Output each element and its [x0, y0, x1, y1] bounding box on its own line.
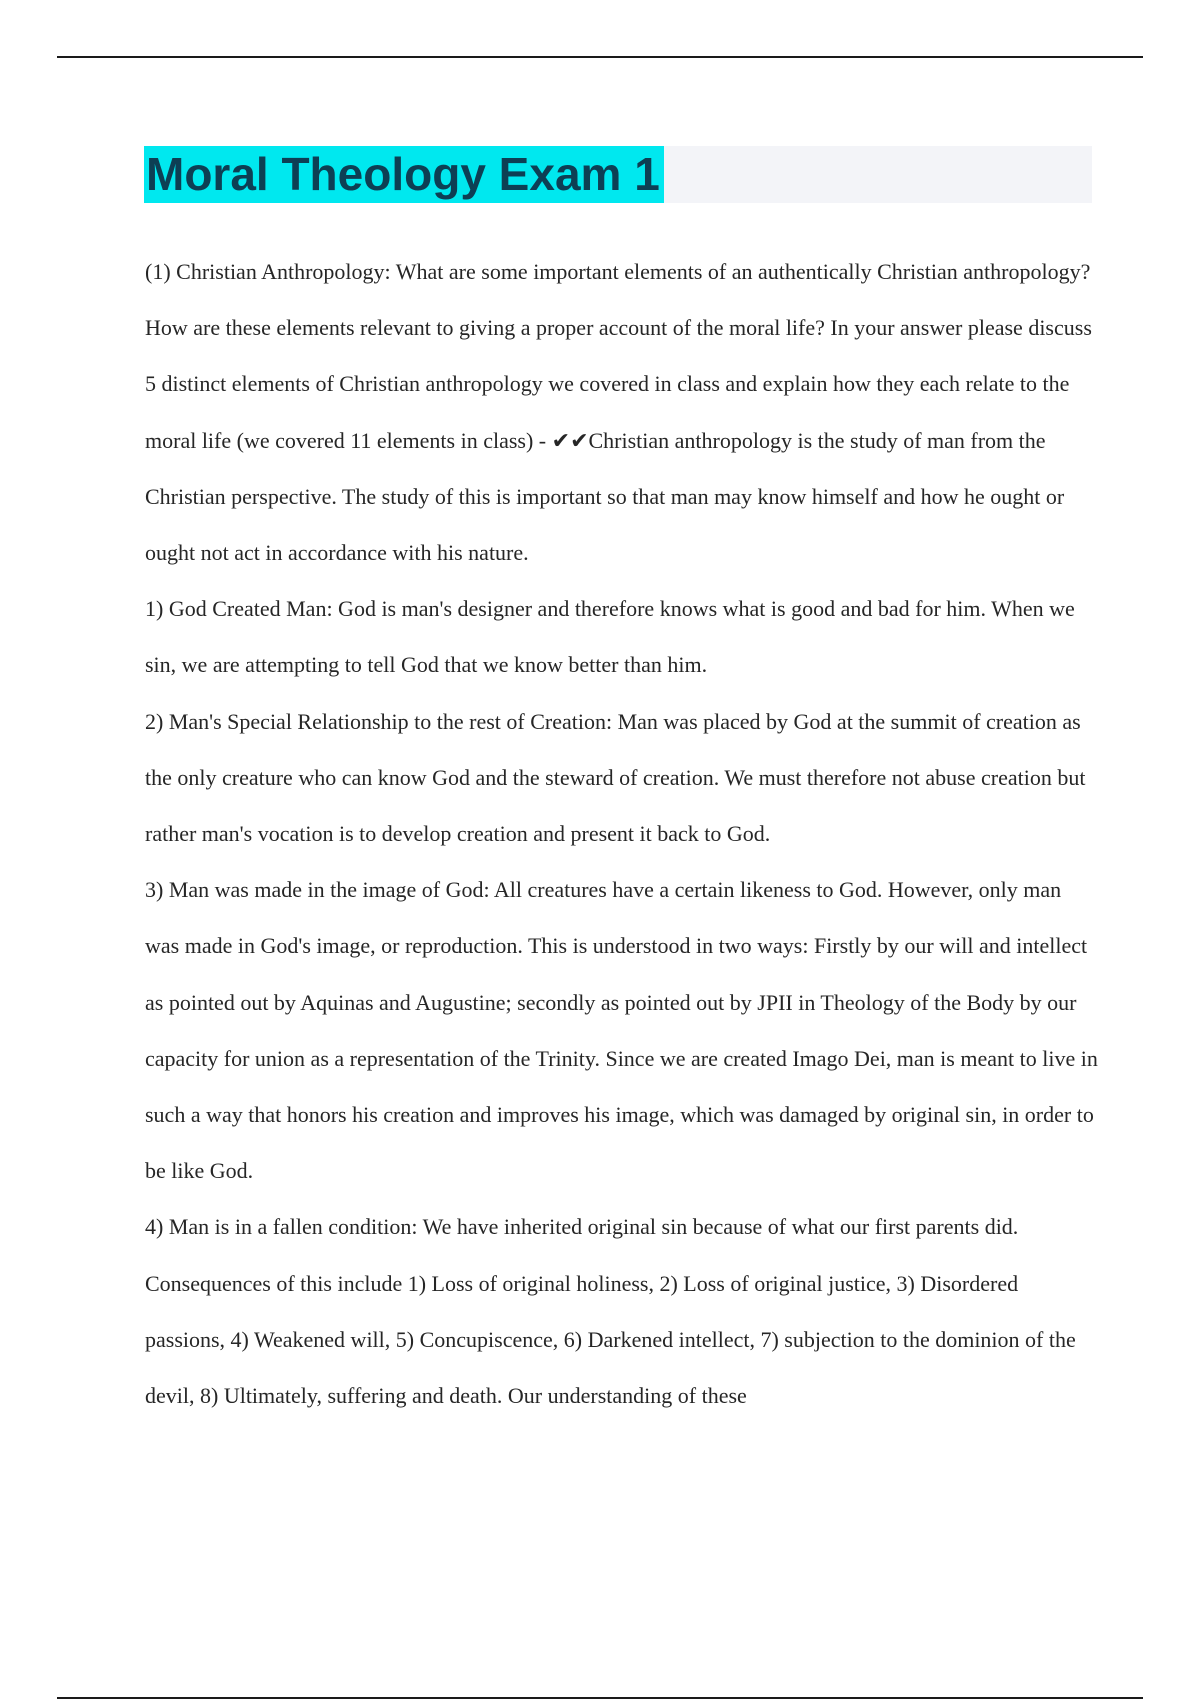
document-title: Moral Theology Exam 1	[144, 146, 664, 203]
paragraph-element-1: 1) God Created Man: God is man's designer and therefore knows what is good and bad for him. When we sin, we are attempting to tell God that we know better than him.	[145, 596, 1075, 678]
paragraph-element-3: 3) Man was made in the image of God: All creatures have a certain likeness to God. However, only man was made in God's image, or reproduction. This is understood in two ways: Firstly by our will and intellect as pointed out by Aquinas and Augustine; secondly as pointed out by JPII in Theology of the Body by our capacity for union as a representation of the Trinity. Since we are created Imago Dei, man is meant to live in such a way that honors his creation and improves his image, which was damaged by original sin, in order to be like God.	[145, 877, 1098, 1184]
bottom-rule	[57, 1697, 1143, 1699]
paragraph-element-2: 2) Man's Special Relationship to the rest of Creation: Man was placed by God at the summit of creation as the only creature who can know God and the steward of creation. We must therefore not abuse creation but rather man's vocation is to develop creation and present it back to God.	[145, 708, 1086, 847]
document-body	[145, 244, 1100, 1424]
paragraph-element-4: 4) Man is in a fallen condition: We have inherited original sin because of what our first parents did. Consequences of this include 1) Loss of original holiness, 2) Loss of original justice, 3) Disordered passions, 4) Weakened will, 5) Concupiscence, 6) Darkened intellect, 7) subjection to the dominion of the devil, 8) Ultimately, suffering and death. Our understanding of these	[145, 1214, 1076, 1409]
top-rule	[57, 56, 1143, 58]
paragraph-question-1: (1) Christian Anthropology: What are some important elements of an authentically Christian anthropology? How are these elements relevant to giving a proper account of the moral life? In your answer please discuss 5 distinct elements of Christian anthropology we covered in class and explain how they each relate to the moral life (we covered 11 elements in class) - ✔✔Christian anthropology is the study of man from the Christian perspective. The study of this is important so that man may know himself and how he ought or ought not act in accordance with his nature.	[145, 259, 1092, 566]
